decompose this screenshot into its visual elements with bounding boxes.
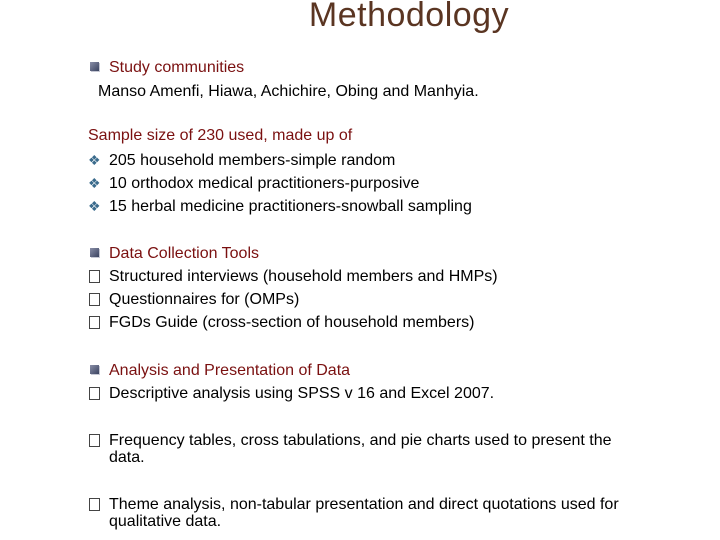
sample-item: 10 orthodox medical practitioners-purposive — [109, 175, 420, 192]
page-title: Methodology — [308, 0, 510, 34]
sample-size-heading: Sample size of 230 used, made up of — [88, 127, 353, 144]
square-bullet-icon — [90, 62, 99, 71]
diamond-bullet-icon: ❖ — [88, 198, 101, 214]
box-bullet-icon — [89, 293, 100, 306]
analysis-heading: Analysis and Presentation of Data — [109, 362, 351, 379]
data-collection-heading: Data Collection Tools — [109, 245, 260, 262]
diamond-bullet-icon: ❖ — [88, 152, 101, 168]
sample-item: 15 herbal medicine practitioners-snowball sampling — [109, 198, 472, 215]
frequency-tables-line1: Frequency tables, cross tabulations, and pie charts used to present the — [109, 432, 612, 449]
frequency-tables-line2: data. — [109, 449, 145, 466]
collection-tool-item: Questionnaires for (OMPs) — [109, 291, 300, 308]
study-communities-list: Manso Amenfi, Hiawa, Achichire, Obing and Manhyia. — [98, 83, 479, 100]
box-bullet-icon — [89, 387, 100, 400]
box-bullet-icon — [89, 498, 100, 511]
box-bullet-icon — [89, 316, 100, 329]
collection-tool-item: Structured interviews (household members and HMPs) — [109, 268, 498, 285]
theme-analysis-line2: qualitative data. — [109, 513, 222, 530]
collection-tool-item: FGDs Guide (cross-section of household members) — [109, 314, 475, 331]
box-bullet-icon — [89, 270, 100, 283]
theme-analysis-line1: Theme analysis, non-tabular presentation and direct quotations used for — [109, 496, 619, 513]
box-bullet-icon — [89, 434, 100, 447]
square-bullet-icon — [90, 248, 99, 257]
sample-item: 205 household members-simple random — [109, 152, 396, 169]
diamond-bullet-icon: ❖ — [88, 175, 101, 191]
study-communities-heading: Study communities — [109, 59, 245, 76]
square-bullet-icon — [90, 365, 99, 374]
analysis-item: Descriptive analysis using SPSS v 16 and Excel 2007. — [109, 385, 495, 402]
